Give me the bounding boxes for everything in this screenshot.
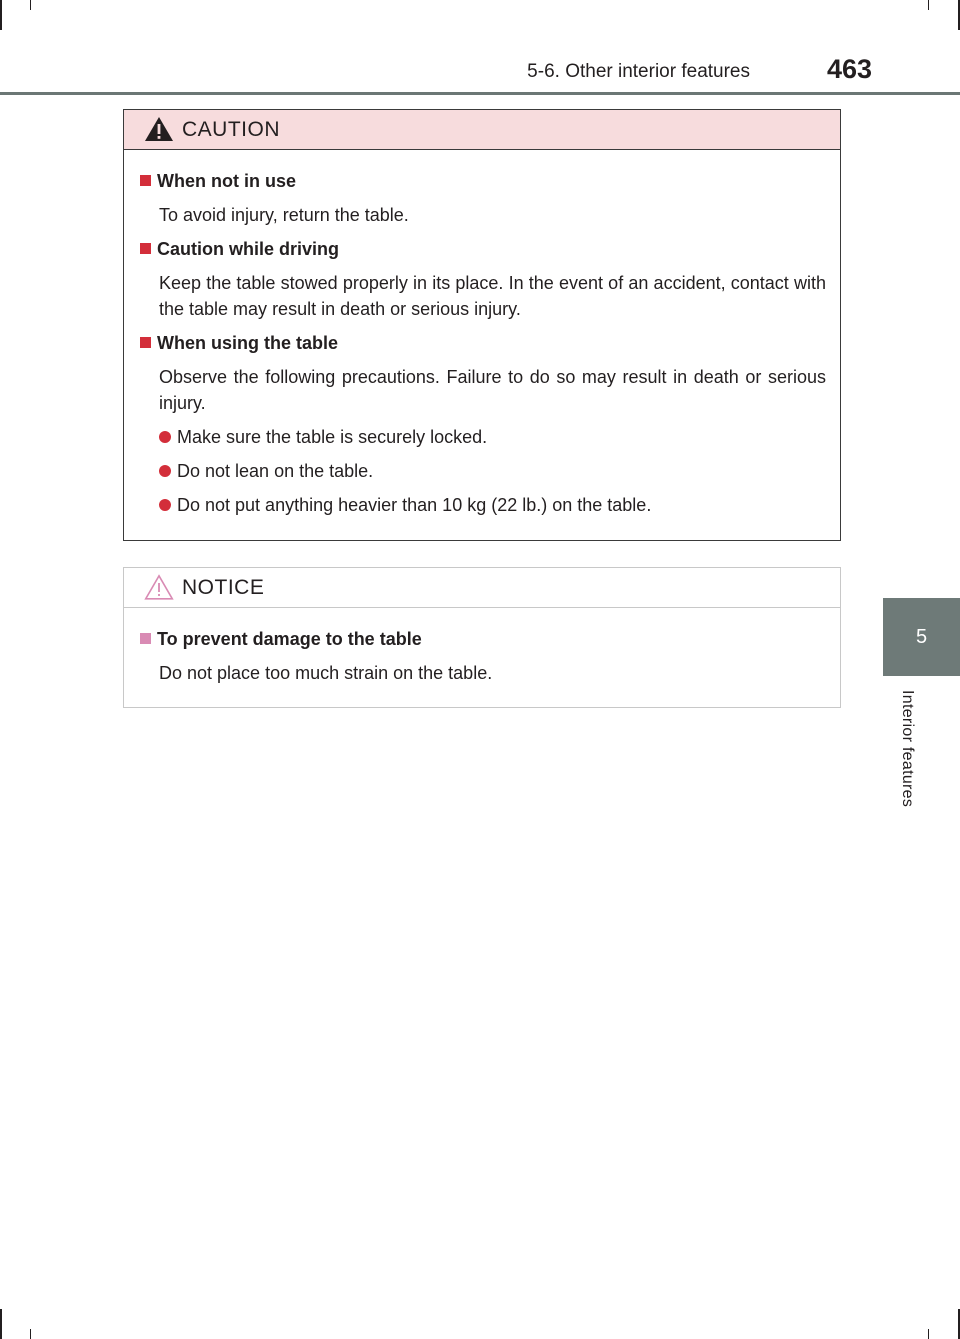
caution-box bbox=[123, 109, 841, 541]
caution-subheading: When not in use bbox=[134, 168, 826, 194]
caution-paragraph: To avoid injury, return the table. bbox=[159, 205, 409, 225]
crop-mark bbox=[0, 1309, 2, 1339]
square-bullet-icon bbox=[140, 243, 151, 254]
crop-mark bbox=[30, 1329, 31, 1339]
caution-paragraph: Keep the table stowed properly in its place. In the event of an accident, contact with the table may result in death or serious injury. bbox=[159, 273, 826, 319]
notice-box bbox=[123, 567, 841, 708]
notice-subheading: To prevent damage to the table bbox=[134, 626, 826, 652]
header-rule bbox=[0, 92, 960, 95]
round-bullet-icon bbox=[159, 465, 171, 477]
notice-title: NOTICE bbox=[182, 575, 265, 599]
caution-subheading: When using the table bbox=[134, 330, 826, 356]
caution-content bbox=[124, 150, 840, 518]
round-bullet-icon bbox=[159, 431, 171, 443]
notice-content bbox=[124, 608, 840, 686]
list-item: Make sure the table is securely locked. bbox=[159, 424, 826, 450]
list-item: Do not lean on the table. bbox=[159, 458, 826, 484]
crop-mark bbox=[0, 0, 2, 30]
warning-triangle-icon bbox=[144, 116, 174, 142]
crop-mark bbox=[30, 0, 31, 10]
square-bullet-icon bbox=[140, 337, 151, 348]
notice-paragraph: Do not place too much strain on the table. bbox=[159, 663, 493, 683]
notice-header bbox=[124, 568, 840, 608]
caution-subheading: Caution while driving bbox=[134, 236, 826, 262]
caution-header bbox=[124, 110, 840, 150]
warning-triangle-outline-icon bbox=[144, 574, 174, 600]
caution-paragraph: Observe the following precautions. Failure to do so may result in death or serious injury. bbox=[159, 367, 826, 413]
list-item: Do not put anything heavier than 10 kg (22 lb.) on the table. bbox=[159, 492, 826, 518]
crop-mark bbox=[928, 0, 929, 10]
section-title: 5-6. Other interior features bbox=[527, 61, 750, 82]
chapter-label: Interior features bbox=[899, 690, 916, 808]
round-bullet-icon bbox=[159, 499, 171, 511]
page-number: 463 bbox=[826, 54, 872, 84]
square-bullet-icon bbox=[140, 175, 151, 186]
crop-mark bbox=[928, 1329, 929, 1339]
caution-title: CAUTION bbox=[182, 117, 280, 141]
chapter-tab: 5 bbox=[883, 598, 960, 676]
square-bullet-icon bbox=[140, 633, 151, 644]
